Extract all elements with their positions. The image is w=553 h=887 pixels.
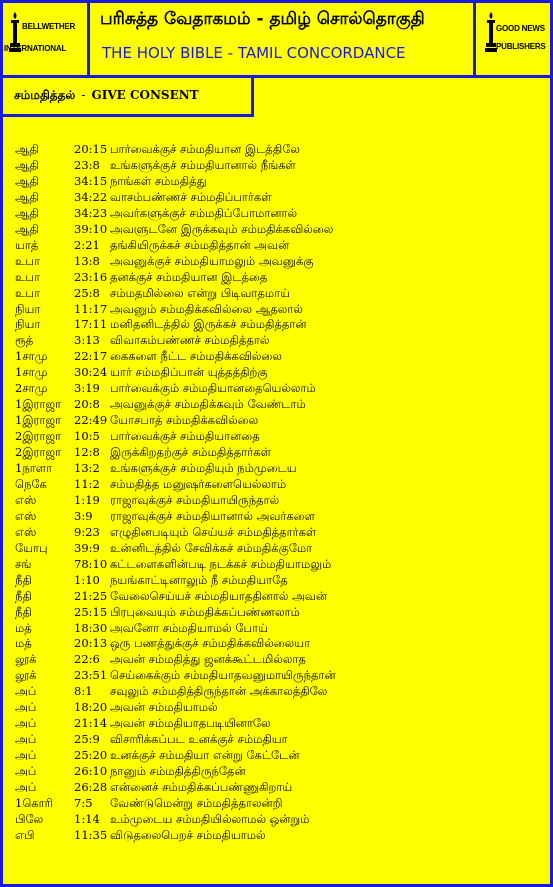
entry-reference: 22:17 <box>74 349 108 364</box>
entry-book: யாத் <box>15 237 39 252</box>
entry-reference: 23:16 <box>74 269 108 284</box>
entry-book: 1இராஜா <box>15 413 62 428</box>
list-item <box>0 237 553 253</box>
entry-reference: 2:21 <box>74 237 100 252</box>
list-item <box>0 588 553 604</box>
entry-reference: 10:5 <box>74 429 100 444</box>
entry-book: உபா <box>15 269 40 284</box>
entry-book: அப் <box>15 780 37 794</box>
entry-book: உபா <box>15 285 40 300</box>
entry-reference: 11:35 <box>74 827 108 842</box>
entry-book: எஸ் <box>15 492 37 507</box>
entry-reference: 11:17 <box>74 301 108 316</box>
entry-reference: 25:8 <box>74 285 100 300</box>
entry-reference: 20:13 <box>74 636 108 651</box>
entry-reference: 30:24 <box>74 365 108 380</box>
entry-book: ரூத் <box>15 333 34 348</box>
list-item <box>0 412 553 428</box>
entry-book: நீதி <box>15 604 32 619</box>
entry-reference: 7:5 <box>74 795 93 810</box>
entry-text: உங்களுக்குச் சம்மதியானால் நீங்கள் <box>110 157 296 172</box>
entry-reference: 26:28 <box>74 780 108 794</box>
entry-book: நீதி <box>15 588 32 603</box>
entry-text: அவன் சம்மதித்து ஜனக்கூட்டமில்லாத <box>110 652 306 667</box>
entry-text: செய்கைக்கும் சம்மதியாதவனுமாயிருந்தான் <box>110 668 336 683</box>
list-item <box>0 476 553 492</box>
list-item <box>0 524 553 540</box>
list-item <box>0 460 553 476</box>
entry-reference: 78:10 <box>74 556 108 571</box>
section-separator: - <box>81 88 86 102</box>
entry-text: அவன் சம்மதியாமல் <box>110 700 218 715</box>
entry-book: லூக் <box>15 652 37 667</box>
list-item <box>0 173 553 189</box>
title-english: THE HOLY BIBLE - TAMIL CONCORDANCE <box>102 44 406 62</box>
entry-reference: 34:23 <box>74 205 108 220</box>
entry-reference: 22:6 <box>74 652 100 667</box>
entry-book: எஸ் <box>15 524 37 539</box>
entry-reference: 12:8 <box>74 445 100 460</box>
list-item <box>0 285 553 301</box>
entry-reference: 1:19 <box>74 492 100 507</box>
entry-reference: 20:15 <box>74 142 108 156</box>
list-item <box>0 205 553 221</box>
publisher-logo-left <box>0 0 90 78</box>
entry-text: என்னைச் சம்மதிக்கப்பண்ணுகிறாய் <box>110 780 293 794</box>
entry-book: அப் <box>15 700 37 715</box>
entry-text: விவாகம்பண்ணச் சம்மதித்தால் <box>110 333 270 348</box>
entry-text: வேலைசெய்யச் சம்மதியாததினால் அவன் <box>110 588 328 603</box>
entry-book: அப் <box>15 716 37 731</box>
entry-reference: 3:9 <box>74 508 93 523</box>
list-item <box>0 221 553 237</box>
entry-reference: 8:1 <box>74 684 93 699</box>
list-item <box>0 428 553 444</box>
entry-text: யோசபாத் சம்மதிக்கவில்லை <box>110 413 259 428</box>
entry-text: விடுதலைபெறச் சம்மதியாமல் <box>110 827 266 842</box>
list-item <box>0 667 553 683</box>
entry-reference: 20:8 <box>74 397 100 412</box>
entry-text: ராஜாவுக்குச் சம்மதியாயிருந்தால் <box>110 492 280 507</box>
list-item <box>0 763 553 779</box>
entry-reference: 18:30 <box>74 620 108 635</box>
entry-text: ராஜாவுக்குச் சம்மதியானால் அவர்களை <box>110 508 316 523</box>
entry-book: யோபு <box>15 540 48 555</box>
section-heading <box>0 78 254 117</box>
entry-book: எஸ் <box>15 508 37 523</box>
list-item <box>0 141 553 157</box>
title-tamil: பரிசுத்த வேதாகமம் - தமிழ் சொல்தொகுதி <box>100 9 425 29</box>
header-banner <box>0 0 553 78</box>
entry-reference: 9:23 <box>74 524 100 539</box>
logo-right-line1: GOOD NEWS <box>496 24 545 33</box>
entry-book: நியா <box>15 301 41 316</box>
entry-text: உனக்குச் சம்மதியா என்று கேட்டேன் <box>110 748 300 763</box>
list-item <box>0 364 553 380</box>
list-item <box>0 795 553 811</box>
entry-book: லூக் <box>15 668 37 683</box>
entry-text: அவளுடனே இருக்கவும் சம்மதிக்கவில்லை <box>110 221 334 236</box>
entry-text: சம்மதித்த மனுஷர்களையெல்லாம் <box>110 476 287 491</box>
list-item <box>0 699 553 715</box>
list-item <box>0 189 553 205</box>
list-item <box>0 572 553 588</box>
section-title-tamil: சம்மதித்தல் <box>14 88 76 102</box>
entry-book: நெகே <box>15 476 47 491</box>
entry-reference: 25:9 <box>74 732 100 747</box>
entry-book: 1சாமு <box>15 365 48 380</box>
list-item <box>0 492 553 508</box>
entry-reference: 21:25 <box>74 588 108 603</box>
list-item <box>0 444 553 460</box>
entry-reference: 13:2 <box>74 461 100 475</box>
entry-reference: 1:10 <box>74 572 100 587</box>
list-item <box>0 827 553 843</box>
entry-book: ஆதி <box>15 189 39 204</box>
entry-book: 1கொரி <box>15 795 53 810</box>
entry-text: சம்மதமில்லை என்று பிடிவாதமாய் <box>110 285 290 300</box>
entry-text: பார்வைக்குச் சம்மதியான இடத்திலே <box>110 142 300 156</box>
list-item <box>0 556 553 572</box>
entry-text: யார் சம்மதிப்பான் யுத்தத்திற்கு <box>110 365 268 380</box>
list-item <box>0 540 553 556</box>
list-item <box>0 348 553 364</box>
entry-book: 1சாமு <box>15 349 48 364</box>
entry-text: பிரபுவையும் சம்மதிக்கப்பண்ணலாம் <box>110 604 300 619</box>
entry-reference: 23:8 <box>74 157 100 172</box>
entry-text: எழுதினபடியும் செய்யச் சம்மதித்தார்கள் <box>110 524 317 539</box>
list-item <box>0 747 553 763</box>
entry-text: வேண்டுமென்று சம்மதித்தாலன்றி <box>110 795 283 810</box>
list-item <box>0 332 553 348</box>
entry-text: உன்னிடத்தில் சேவிக்கச் சம்மதிக்குமோ <box>110 540 313 555</box>
list-item <box>0 811 553 827</box>
entry-book: 2இராஜா <box>15 445 62 460</box>
entry-text: தங்கியிருக்கச் சம்மதித்தான் அவன் <box>110 237 290 252</box>
list-item <box>0 779 553 795</box>
entry-text: அவனுக்குச் சம்மதிக்கவும் வேண்டாம் <box>110 397 306 412</box>
list-item <box>0 396 553 412</box>
entry-text: உம்முடைய சம்மதியில்லாமல் ஒன்றும் <box>110 811 310 826</box>
entry-book: 2சாமு <box>15 381 48 396</box>
list-item <box>0 269 553 285</box>
entry-text: அவன் சம்மதியாதபடியினாலே <box>110 716 271 731</box>
logo-right-line2: PUBLISHERS <box>496 42 546 51</box>
entry-book: சங் <box>15 556 32 571</box>
entry-text: அவனும் சம்மதிக்கவில்லை ஆதலால் <box>110 301 303 316</box>
logo-left-line1: BELLWETHER <box>22 22 76 31</box>
entry-book: அப் <box>15 684 37 699</box>
entry-book: மத் <box>15 636 32 651</box>
list-item <box>0 316 553 332</box>
entry-reference: 3:19 <box>74 381 100 396</box>
entry-book: 2இராஜா <box>15 429 62 444</box>
entry-text: அவனுக்குச் சம்மதியாமலும் அவனுக்கு <box>110 253 314 268</box>
entry-text: அவர்களுக்குச் சம்மதிப்போமானால் <box>110 205 298 220</box>
entry-reference: 25:15 <box>74 604 108 619</box>
entry-reference: 11:2 <box>74 476 100 491</box>
list-item <box>0 620 553 636</box>
entry-text: கட்டளைகளின்படி நடக்கச் சம்மதியாமலும் <box>110 556 332 571</box>
entry-book: ஆதி <box>15 205 39 220</box>
entry-book: அப் <box>15 748 37 763</box>
entry-reference: 22:49 <box>74 413 108 428</box>
entry-book: 1நாளா <box>15 461 53 475</box>
entry-book: ஆதி <box>15 157 39 172</box>
entry-reference: 34:22 <box>74 189 108 204</box>
list-item <box>0 651 553 667</box>
entry-text: உங்களுக்குச் சம்மதியும் நம்முடைய <box>110 461 297 475</box>
entry-book: ஆதி <box>15 221 39 236</box>
entry-book: உபா <box>15 253 40 268</box>
entry-reference: 23:51 <box>74 668 108 683</box>
entry-book: அப் <box>15 764 37 779</box>
entry-reference: 34:15 <box>74 173 108 188</box>
entry-text: நானும் சம்மதித்திருந்தேன் <box>110 764 246 779</box>
entry-text: தனக்குச் சம்மதியான இடத்தை <box>110 269 268 284</box>
entry-text: நயங்காட்டினாலும் நீ சம்மதியாதே <box>110 572 288 587</box>
entry-book: நீதி <box>15 572 32 587</box>
entry-text: சவுலும் சம்மதித்திருந்தான் அக்காலத்திலே <box>110 684 328 699</box>
entry-reference: 25:20 <box>74 748 108 763</box>
entry-reference: 17:11 <box>74 317 108 332</box>
entry-text: மனிதனிடத்தில் இருக்கச் சம்மதித்தான் <box>110 317 307 332</box>
entry-text: கைகளை நீட்ட சம்மதிக்கவில்லை <box>110 349 282 364</box>
entry-book: நியா <box>15 317 41 332</box>
entry-book: எபி <box>15 827 35 842</box>
entry-book: அப் <box>15 732 37 747</box>
entry-reference: 1:14 <box>74 811 100 826</box>
list-item <box>0 731 553 747</box>
list-item <box>0 683 553 699</box>
entry-text: பார்வைக்கும் சம்மதியானதையெல்லாம் <box>110 381 316 396</box>
list-item <box>0 253 553 269</box>
list-item <box>0 635 553 651</box>
title-area <box>90 0 473 78</box>
list-item <box>0 380 553 396</box>
entry-book: ஆதி <box>15 142 39 156</box>
list-item <box>0 715 553 731</box>
entry-reference: 13:8 <box>74 253 100 268</box>
logo-left-line2: INTERNATIONAL <box>4 44 67 53</box>
entry-text: விசாரிக்கப்பட உனக்குச் சம்மதியா <box>110 732 288 747</box>
entry-reference: 39:9 <box>74 540 100 555</box>
entry-text: ஒரு பணத்துக்குச் சம்மதிக்கவில்லையா <box>110 636 311 651</box>
section-title-english: GIVE CONSENT <box>91 88 199 102</box>
entry-text: நாங்கள் சம்மதித்து <box>110 173 207 188</box>
entry-reference: 18:20 <box>74 700 108 715</box>
entry-reference: 26:10 <box>74 764 108 779</box>
list-item <box>0 157 553 173</box>
entry-reference: 39:10 <box>74 221 108 236</box>
list-item <box>0 604 553 620</box>
entry-text: பார்வைக்குச் சம்மதியானதை <box>110 429 260 444</box>
entry-book: மத் <box>15 620 32 635</box>
list-item <box>0 508 553 524</box>
publisher-logo-right <box>473 0 553 78</box>
entry-reference: 21:14 <box>74 716 108 731</box>
entry-text: அவனோ சம்மதியாமல் போய் <box>110 620 268 635</box>
entry-text: வாசம்பண்ணச் சம்மதிப்பார்கள் <box>110 189 272 204</box>
entry-text: இருக்கிறதற்குச் சம்மதித்தார்கள் <box>110 445 271 460</box>
entry-reference: 3:13 <box>74 333 100 348</box>
entry-book: ஆதி <box>15 173 39 188</box>
entry-book: 1இராஜா <box>15 397 62 412</box>
list-item <box>0 301 553 317</box>
entry-book: பிலே <box>15 811 44 826</box>
